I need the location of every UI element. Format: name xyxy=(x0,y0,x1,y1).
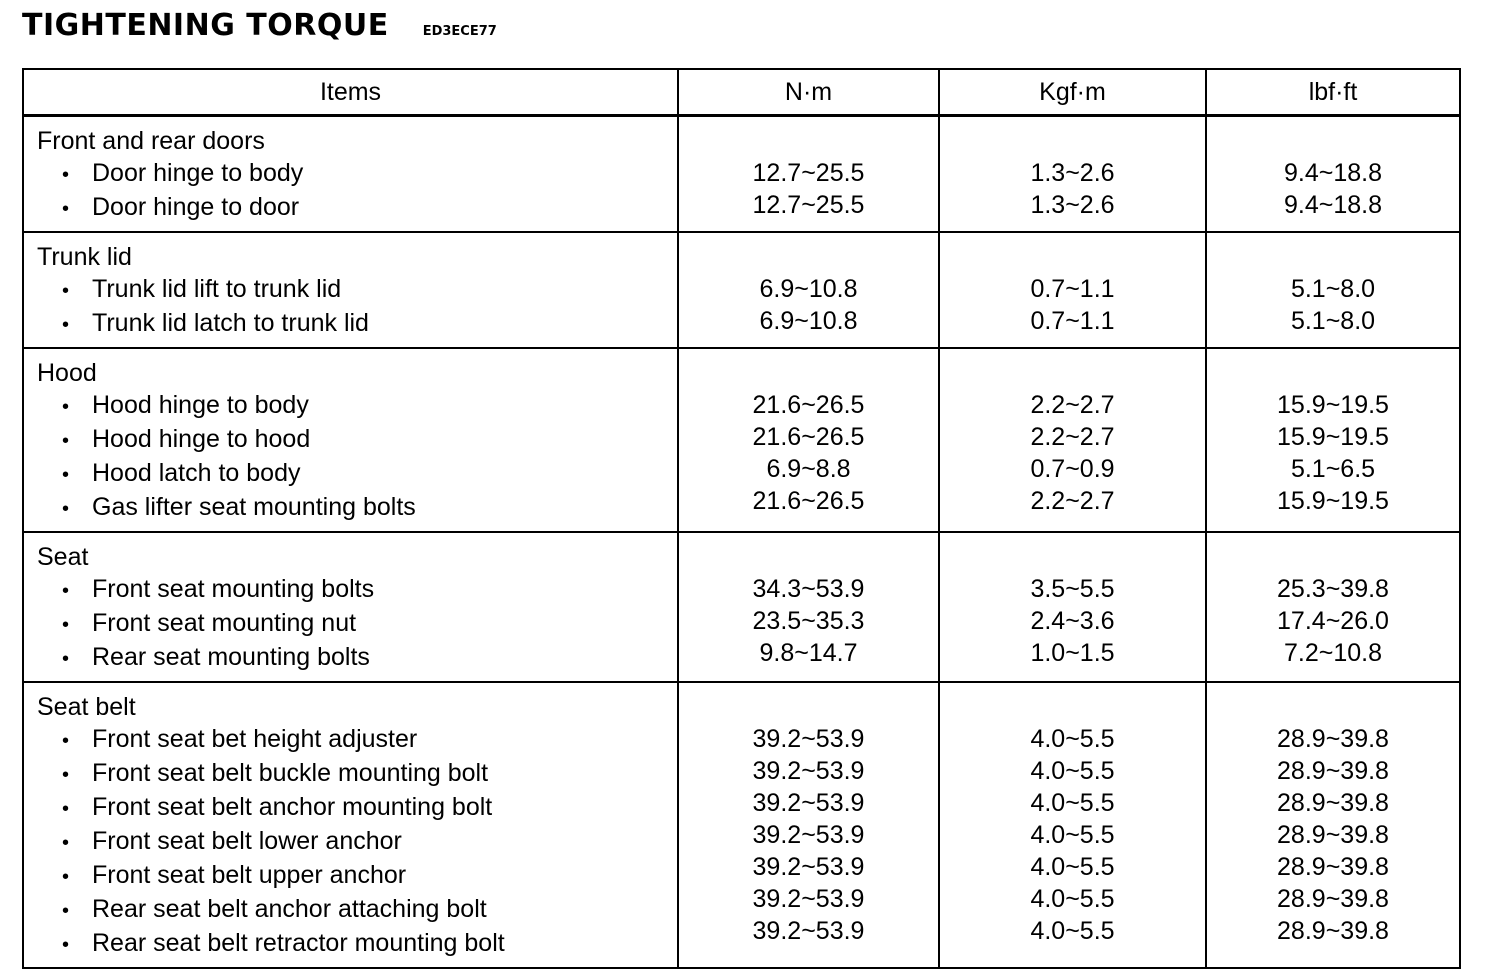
nm-value: 6.9~8.8 xyxy=(766,455,851,483)
table-group-row xyxy=(23,532,1460,682)
nm-value: 39.2~53.9 xyxy=(752,757,865,785)
group-heading: Seat xyxy=(37,543,89,571)
kgfm-value: 4.0~5.5 xyxy=(1030,853,1115,881)
nm-value: 34.3~53.9 xyxy=(752,575,865,603)
item-label: Front seat belt buckle mounting bolt xyxy=(92,759,489,787)
item-label: Door hinge to door xyxy=(92,193,300,221)
lbfft-cell xyxy=(1206,348,1460,532)
lbfft-cell xyxy=(1206,532,1460,682)
nm-cell xyxy=(678,682,939,968)
spacer xyxy=(679,241,938,273)
item-label: Trunk lid latch to trunk lid xyxy=(92,309,369,337)
kgfm-value: 2.4~3.6 xyxy=(1030,607,1115,635)
list-item xyxy=(24,273,677,307)
nm-value: 39.2~53.9 xyxy=(752,821,865,849)
item-label: Rear seat mounting bolts xyxy=(92,643,370,671)
table-group-row xyxy=(23,116,1460,233)
nm-value: 39.2~53.9 xyxy=(752,725,865,753)
bullet-icon: • xyxy=(62,832,70,854)
group-heading: Hood xyxy=(37,359,97,387)
nm-value: 39.2~53.9 xyxy=(752,853,865,881)
list-item xyxy=(24,757,677,791)
bullet-icon: • xyxy=(62,580,70,602)
kgfm-value: 0.7~1.1 xyxy=(1030,275,1115,303)
items-cell xyxy=(23,532,678,682)
spacer xyxy=(1207,241,1459,273)
spacer xyxy=(940,691,1205,723)
items-cell xyxy=(23,682,678,968)
item-label: Trunk lid lift to trunk lid xyxy=(92,275,342,303)
nm-value: 39.2~53.9 xyxy=(752,917,865,945)
group-heading: Front and rear doors xyxy=(37,127,265,155)
kgfm-value: 2.2~2.7 xyxy=(1030,487,1115,515)
page-title: TIGHTENING TORQUE xyxy=(22,8,389,43)
item-label: Gas lifter seat mounting bolts xyxy=(92,493,416,521)
list-item xyxy=(24,607,677,641)
lbfft-cell xyxy=(1206,682,1460,968)
lbfft-value: 15.9~19.5 xyxy=(1277,423,1389,451)
lbfft-value: 5.1~6.5 xyxy=(1290,455,1376,483)
lbfft-value: 9.4~18.8 xyxy=(1283,159,1382,187)
spacer xyxy=(940,541,1205,573)
lbfft-value: 5.1~8.0 xyxy=(1290,275,1376,303)
kgfm-value: 1.0~1.5 xyxy=(1030,639,1115,667)
table-body xyxy=(23,116,1460,969)
list-item xyxy=(24,825,677,859)
bullet-icon: • xyxy=(62,498,70,520)
list-item xyxy=(24,307,677,341)
lbfft-value: 15.9~19.5 xyxy=(1277,487,1389,515)
table-group-row xyxy=(23,682,1460,968)
list-item xyxy=(24,859,677,893)
nm-cell xyxy=(678,532,939,682)
lbfft-value: 28.9~39.8 xyxy=(1277,725,1389,753)
kgfm-value: 0.7~1.1 xyxy=(1030,307,1115,335)
bullet-icon: • xyxy=(62,934,70,956)
bullet-icon: • xyxy=(62,614,70,636)
lbfft-value: 28.9~39.8 xyxy=(1277,757,1389,785)
kgfm-cell xyxy=(939,348,1206,532)
kgfm-value: 2.2~2.7 xyxy=(1030,423,1115,451)
table-header-row xyxy=(23,69,1460,116)
item-label: Front seat belt upper anchor xyxy=(92,861,407,889)
item-label: Front seat belt lower anchor xyxy=(92,827,402,855)
table-group-row xyxy=(23,348,1460,532)
nm-value: 9.8~14.7 xyxy=(759,639,858,667)
bullet-icon: • xyxy=(62,280,70,302)
spacer xyxy=(679,125,938,157)
nm-cell xyxy=(678,116,939,233)
item-label: Front seat bet height adjuster xyxy=(92,725,418,753)
list-item xyxy=(24,641,677,675)
group-heading: Trunk lid xyxy=(37,243,132,271)
item-label: Front seat belt anchor mounting bolt xyxy=(92,793,493,821)
table-group-row xyxy=(23,232,1460,348)
bullet-icon: • xyxy=(62,396,70,418)
kgfm-value: 2.2~2.7 xyxy=(1030,391,1115,419)
nm-value: 39.2~53.9 xyxy=(752,789,865,817)
list-item xyxy=(24,157,677,191)
kgfm-cell xyxy=(939,232,1206,348)
list-item xyxy=(24,573,677,607)
list-item xyxy=(24,893,677,927)
kgfm-value: 1.3~2.6 xyxy=(1030,191,1115,219)
bullet-icon: • xyxy=(62,430,70,452)
nm-value: 21.6~26.5 xyxy=(752,423,865,451)
nm-value: 6.9~10.8 xyxy=(759,307,858,335)
bullet-icon: • xyxy=(62,764,70,786)
list-item xyxy=(24,491,677,525)
kgfm-value: 3.5~5.5 xyxy=(1030,575,1115,603)
bullet-icon: • xyxy=(62,198,70,220)
lbfft-cell xyxy=(1206,116,1460,233)
spacer xyxy=(940,357,1205,389)
item-label: Hood hinge to hood xyxy=(92,425,311,453)
column-header-items: Items xyxy=(23,69,678,116)
list-item xyxy=(24,423,677,457)
lbfft-cell xyxy=(1206,232,1460,348)
spacer xyxy=(1207,541,1459,573)
column-header-kgfm: Kgf·m xyxy=(939,69,1206,116)
lbfft-value: 9.4~18.8 xyxy=(1283,191,1382,219)
list-item xyxy=(24,389,677,423)
lbfft-value: 28.9~39.8 xyxy=(1277,885,1389,913)
list-item xyxy=(24,457,677,491)
list-item xyxy=(24,723,677,757)
item-label: Rear seat belt anchor attaching bolt xyxy=(92,895,487,923)
nm-value: 23.5~35.3 xyxy=(752,607,865,635)
lbfft-value: 28.9~39.8 xyxy=(1277,853,1389,881)
item-label: Front seat mounting bolts xyxy=(92,575,375,603)
nm-value: 21.6~26.5 xyxy=(752,391,865,419)
kgfm-value: 4.0~5.5 xyxy=(1030,789,1115,817)
nm-value: 12.7~25.5 xyxy=(752,191,865,219)
spacer xyxy=(1207,357,1459,389)
spacer xyxy=(679,691,938,723)
item-label: Rear seat belt retractor mounting bolt xyxy=(92,929,505,957)
kgfm-cell xyxy=(939,116,1206,233)
bullet-icon: • xyxy=(62,464,70,486)
lbfft-value: 28.9~39.8 xyxy=(1277,821,1389,849)
kgfm-value: 4.0~5.5 xyxy=(1030,821,1115,849)
column-header-nm: N·m xyxy=(678,69,939,116)
item-label: Door hinge to body xyxy=(92,159,304,187)
group-heading: Seat belt xyxy=(37,693,136,721)
document-code: ED3ECE77 xyxy=(422,24,497,39)
page-header xyxy=(22,8,497,43)
spacer xyxy=(1207,125,1459,157)
bullet-icon: • xyxy=(62,730,70,752)
kgfm-cell xyxy=(939,682,1206,968)
list-item xyxy=(24,927,677,961)
bullet-icon: • xyxy=(62,648,70,670)
items-cell xyxy=(23,116,678,233)
items-cell xyxy=(23,232,678,348)
nm-cell xyxy=(678,348,939,532)
nm-value: 21.6~26.5 xyxy=(752,487,865,515)
spacer xyxy=(940,125,1205,157)
lbfft-value: 5.1~8.0 xyxy=(1290,307,1376,335)
kgfm-value: 1.3~2.6 xyxy=(1030,159,1115,187)
items-cell xyxy=(23,348,678,532)
item-label: Hood latch to body xyxy=(92,459,301,487)
spacer xyxy=(679,357,938,389)
kgfm-cell xyxy=(939,532,1206,682)
lbfft-value: 28.9~39.8 xyxy=(1277,789,1389,817)
bullet-icon: • xyxy=(62,866,70,888)
item-label: Hood hinge to body xyxy=(92,391,309,419)
nm-value: 39.2~53.9 xyxy=(752,885,865,913)
bullet-icon: • xyxy=(62,314,70,336)
spacer xyxy=(679,541,938,573)
nm-value: 12.7~25.5 xyxy=(752,159,865,187)
nm-cell xyxy=(678,232,939,348)
list-item xyxy=(24,191,677,225)
lbfft-value: 25.3~39.8 xyxy=(1277,575,1389,603)
lbfft-value: 17.4~26.0 xyxy=(1277,607,1389,635)
item-label: Front seat mounting nut xyxy=(92,609,357,637)
bullet-icon: • xyxy=(62,798,70,820)
lbfft-value: 28.9~39.8 xyxy=(1277,917,1389,945)
lbfft-value: 15.9~19.5 xyxy=(1277,391,1389,419)
list-item xyxy=(24,791,677,825)
kgfm-value: 0.7~0.9 xyxy=(1030,455,1115,483)
kgfm-value: 4.0~5.5 xyxy=(1030,757,1115,785)
torque-table xyxy=(22,68,1461,969)
kgfm-value: 4.0~5.5 xyxy=(1030,885,1115,913)
spacer xyxy=(940,241,1205,273)
bullet-icon: • xyxy=(62,164,70,186)
lbfft-value: 7.2~10.8 xyxy=(1283,639,1382,667)
spacer xyxy=(1207,691,1459,723)
kgfm-value: 4.0~5.5 xyxy=(1030,725,1115,753)
bullet-icon: • xyxy=(62,900,70,922)
kgfm-value: 4.0~5.5 xyxy=(1030,917,1115,945)
column-header-lbfft: lbf·ft xyxy=(1206,69,1460,116)
nm-value: 6.9~10.8 xyxy=(759,275,858,303)
